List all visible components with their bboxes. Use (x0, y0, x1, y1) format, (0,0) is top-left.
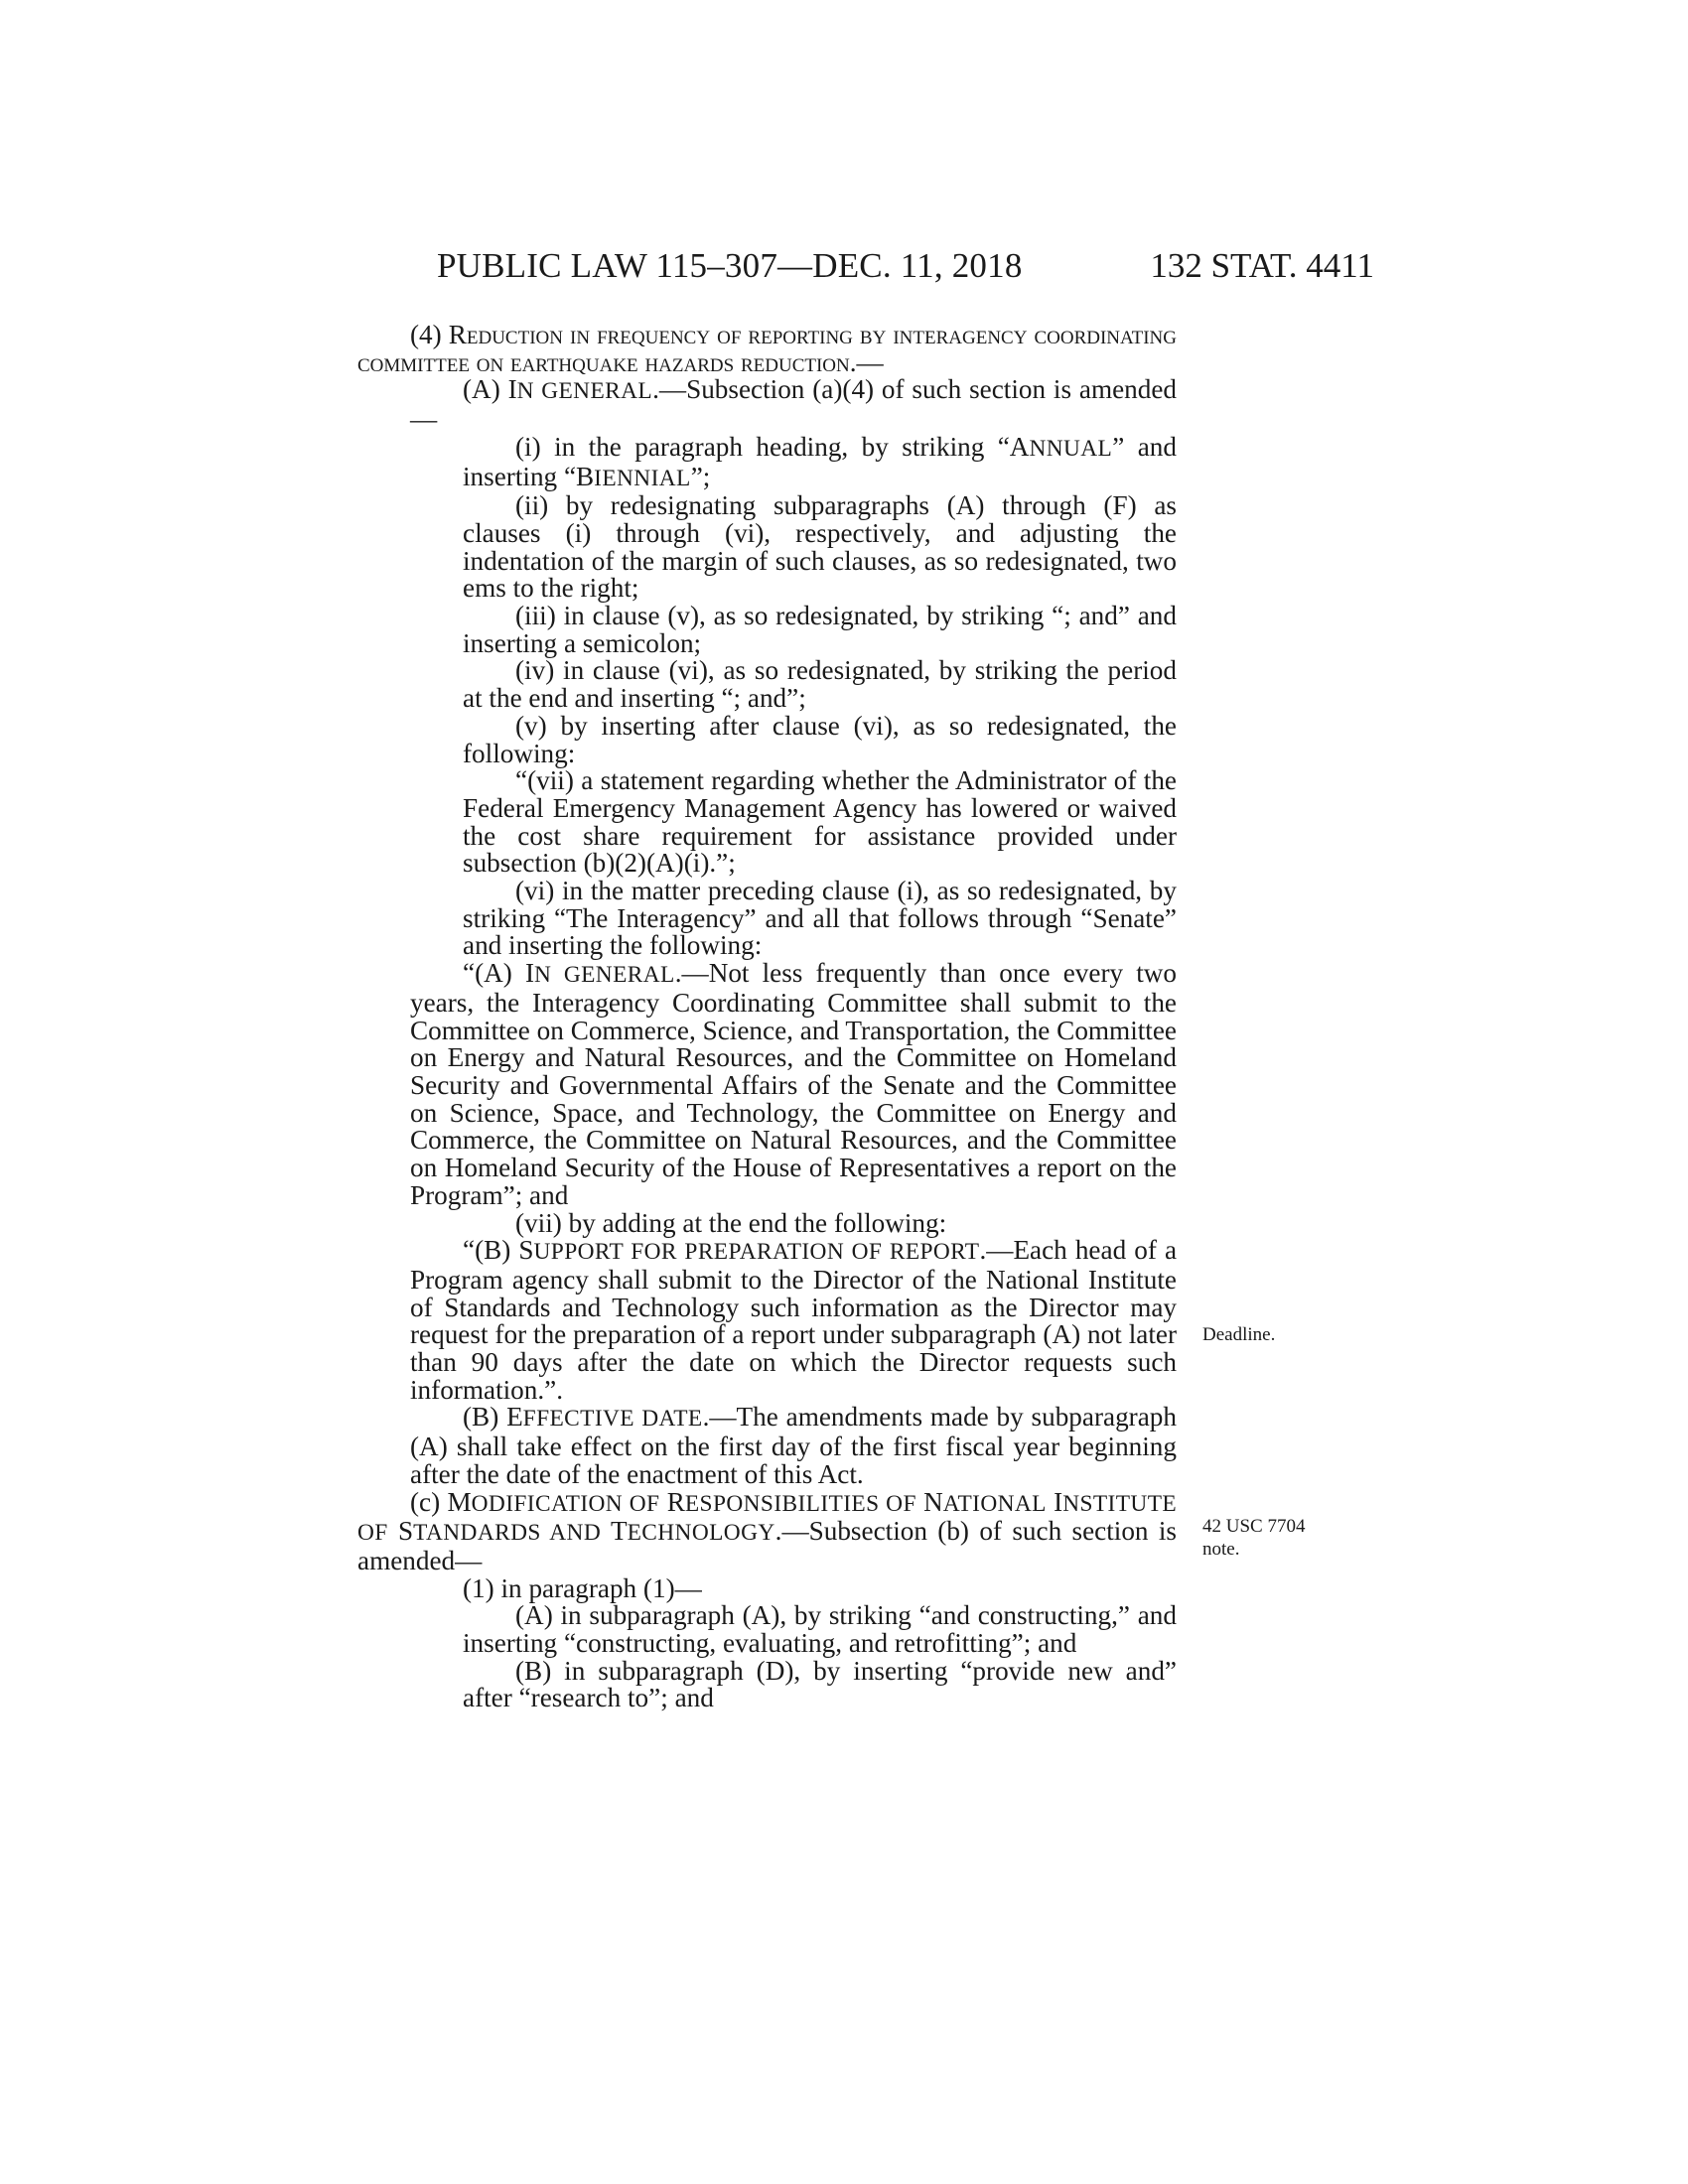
margin-note-usc (1202, 1515, 1332, 1561)
clause-iii: (iii) in clause (v), as so redesignated, by striking “; and” and inserting a semicolon; (463, 601, 1177, 658)
margin-note-usc-line2: note. (1202, 1539, 1240, 1560)
running-header-stat-page: 132 STAT. 4411 (1150, 246, 1374, 285)
paragraph-1-subparagraph-B: (B) in subparagraph (D), by inserting “provide new and” after “research to”; and (463, 1655, 1177, 1713)
clause-iv: (iv) in clause (vi), as so redesignated, by striking the period at the end and inserting “; and”; (463, 655, 1177, 714)
subparagraph-A-heading: N GENERAL (516, 378, 653, 405)
subparagraph-A: (A) IN GENERAL.—Subsection (a)(4) of such section is amended— (410, 374, 1178, 435)
subsection-c: (c) MODIFICATION OF RESPONSIBILITIES OF NATIONAL INSTITUTE OF STANDARDS AND TECHNOLOGY.—Subsection (b) of such section is amended— (357, 1486, 1178, 1575)
paragraph-1-subparagraph-A: (A) in subparagraph (A), by striking “and constructing,” and inserting “constructing, evaluating, and retrofitting”; and (463, 1600, 1177, 1659)
quoted-subparagraph-A: “(A) IN GENERAL.—Not less frequently than once every two years, the Interagency Coordinating Committee shall submit to the Committee on Commerce, Science, and Transportation, the Committee on Energy and Natural Resources, and the Committee on Homeland Security and Governmental Affairs of the Senate and the Committee on Science, Space, and Technology, the Committee on Energy and Commerce, the Committee on Natural Resources, and the Committee on Homeland Security of the House of Representatives a report on the Program”; and (410, 958, 1177, 1210)
paragraph-4-heading: Reduction in frequency of reporting by interagency coordinating committee on earthquake hazards reduction.— (357, 320, 1178, 377)
paragraph-4-number: (4) (410, 320, 442, 349)
subparagraph-A-number: (A) (463, 374, 500, 405)
paragraph-4 (357, 322, 1177, 376)
clause-vi: (vi) in the matter preceding clause (i), as so redesignated, by striking “The Interagency” and all that follows through “Senate” and inserting the following: (463, 876, 1177, 961)
quoted-subparagraph-B: “(B) SUPPORT FOR PREPARATION OF REPORT.—Each head of a Program agency shall submit to the Director of the National Institute of Standards and Technology such information as the Director may request for the preparation of a report under subparagraph (A) not later than 90 days after the date on which the Director requests such information.”. (410, 1235, 1178, 1405)
clause-vii: (vii) by adding at the end the following: (515, 1207, 947, 1238)
subparagraph-B: (B) EFFECTIVE DATE.—The amendments made by subparagraph (A) shall take effect on the first day of the first fiscal year beginning after the date of the enactment of this Act. (410, 1402, 1177, 1489)
clause-i: (i) in the paragraph heading, by striking “ANNUAL” and inserting “BIENNIAL”; (463, 431, 1177, 491)
running-header-title: PUBLIC LAW 115–307—DEC. 11, 2018 (437, 246, 1023, 285)
subparagraph-B-heading: FFECTIVE DATE (522, 1406, 703, 1433)
clause-ii: (ii) by redesignating subparagraphs (A) through (F) as clauses (i) through (vi), respectively, and adjusting the indentation of the margin of such clauses, as so redesignated, two ems to the right; (463, 490, 1177, 604)
paragraph-1: (1) in paragraph (1)— (463, 1572, 702, 1603)
margin-note-deadline: Deadline. (1202, 1324, 1276, 1345)
quoted-subparagraph-A-heading: N GENERAL (534, 962, 675, 989)
quoted-clause-vii: “(vii) a statement regarding whether the Administrator of the Federal Emergency Management Agency has lowered or waived the cost share requirement for assistance provided under subsection (b)(2)(A)(i).”; (463, 765, 1177, 879)
clause-v: (v) by inserting after clause (vi), as so redesignated, the following: (463, 710, 1177, 768)
quoted-subparagraph-B-heading: UPPORT FOR PREPARATION OF REPORT (533, 1239, 980, 1266)
margin-note-usc-line1: 42 USC 7704 (1202, 1516, 1306, 1537)
document-body (357, 322, 1177, 1712)
